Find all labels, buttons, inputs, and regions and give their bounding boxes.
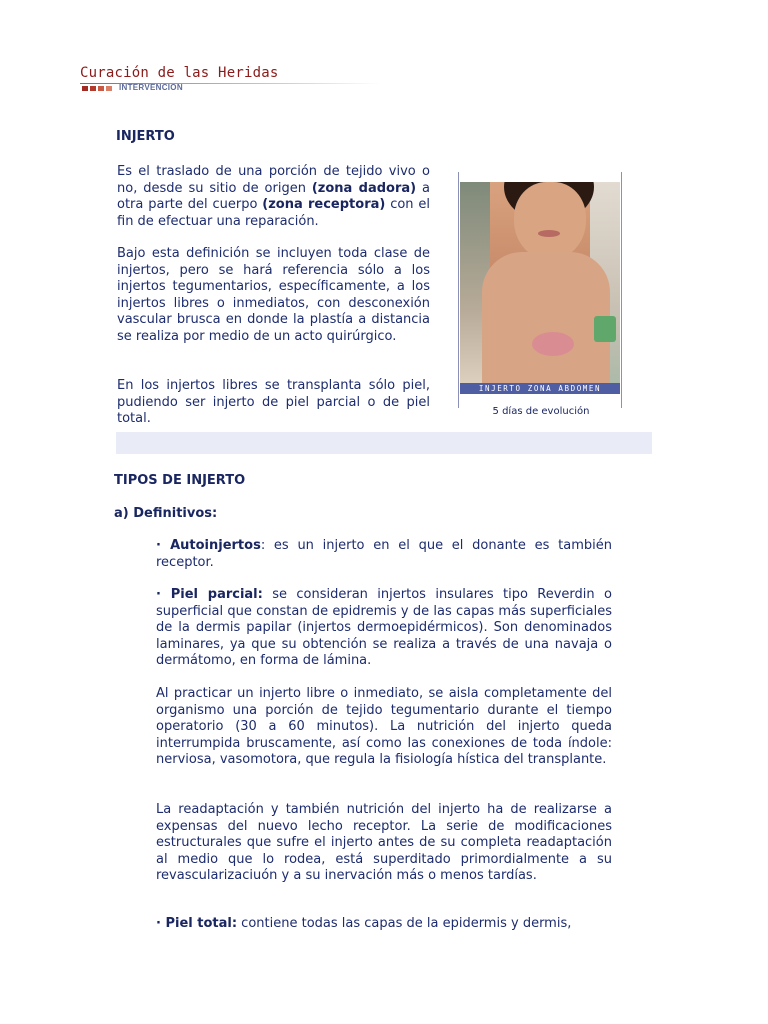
free-graft-paragraph: En los injertos libres se transplanta sólo piel, pudiendo ser injerto de piel parcial o de piel total. [117, 378, 430, 427]
text-span: : es un injerto en el que el donante es también receptor. [156, 538, 612, 570]
text-span: contiene todas las capas de la epidermis y dermis, [237, 916, 572, 931]
photo-overlay-label: INJERTO ZONA ABDOMEN [460, 383, 620, 394]
injerto-heading: INJERTO [116, 129, 175, 144]
section-separator-band [116, 432, 652, 454]
section-subtitle: INTERVENCION [119, 83, 183, 92]
definition-paragraph [117, 164, 430, 230]
practicar-paragraph: Al practicar un injerto libre o inmediato, se aisla completamente del organismo una porción de tejido tegumentario durante el tiempo operatorio (30 a 60 minutos). La nutrición del injerto queda interrumpida bruscamente, así como las conexiones de toda índole: nerviosa, vasomotora, que regula la fisiología hística del transplante. [156, 686, 612, 768]
figure-caption: 5 días de evolución [492, 406, 590, 417]
definitivos-subheading: a) Definitivos: [114, 506, 218, 521]
text-span: Es el traslado de una porción de tejido vivo o no, desde su sitio de origen [117, 164, 430, 196]
autoinjertos-term: · Autoinjertos [156, 538, 261, 553]
autoinjertos-paragraph [156, 538, 612, 571]
readaptacion-paragraph: La readaptación y también nutrición del injerto ha de realizarse a expensas del nuevo lecho receptor. La serie de modificaciones estructurales que sufre el injerto antes de su completa readaptación al medio que lo rodea, está superditado primordialmente a su revascularizaciuón y a su inervación más o menos tardías. [156, 802, 612, 884]
text-span: se consideran injertos insulares tipo Reverdin o superficial que constan de epidremis y de las capas más superficiales de la dermis papilar (injertos dermoepidérmicos). Son denominados laminares, ya que su obtención se realiza a través de una navaja o dermátomo, en forma de lámina. [156, 587, 612, 669]
document-title: Curación de las Heridas [80, 65, 279, 81]
text-span: con el fin de efectuar una reparación. [117, 197, 430, 229]
tipos-heading: TIPOS DE INJERTO [114, 473, 246, 488]
graft-photo [460, 182, 620, 394]
scope-paragraph: Bajo esta definición se incluyen toda clase de injertos, pero se hará referencia sólo a los injertos tegumentarios, específicamente, a los injertos libres o inmediatos, con desconexión vascular brusca en donde la plastía a distancia se realiza por medio de un acto quirúrgico. [117, 246, 430, 344]
text-span: a otra parte del cuerpo [117, 180, 430, 213]
piel-parcial-term: · Piel parcial: [156, 587, 263, 602]
piel-total-term: · Piel total: [156, 916, 238, 931]
zona-dadora-term: (zona dadora) [311, 180, 417, 196]
header-squares-decoration [82, 86, 112, 91]
piel-parcial-paragraph [156, 587, 612, 670]
zona-receptora-term: (zona receptora) [262, 197, 386, 213]
piel-total-paragraph [156, 916, 612, 933]
